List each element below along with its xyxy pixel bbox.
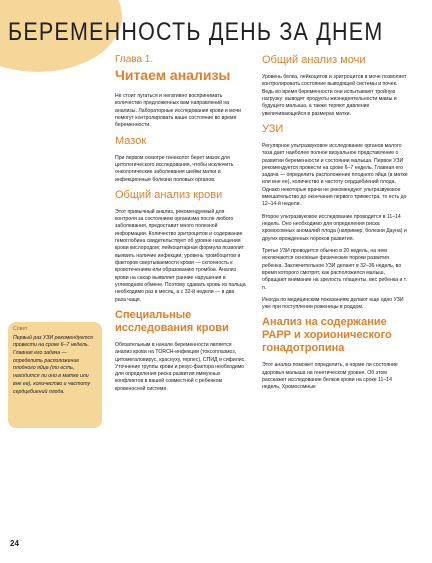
uzi-paragraph-4: Иногда по медицинским показаниям делают еще одно УЗИ уже при поступлении роженицы в роддом. [262,296,404,311]
left-column [115,54,246,398]
page-header: БЕРЕМЕННОСТЬ ДЕНЬ ЗА ДНЕМ [8,18,384,46]
tip-label: Совет [13,326,28,332]
urine-paragraph: Уровень белка, лейкоцитов и эритроцитов в моче позволяет контролировать состояние выводящей системы и почек. Ведь во время беременности они испытывают тройную нагрузку: выводят продукты жизнедеятельности мамы и будущего малыша, а также теряют давление увеличивающейся в размерах матки. [262,74,407,117]
blood-paragraph: Этот привычный анализ, рекомендуемый для контроля за состоянием организма после любого заболевания, предоставит много полезной информации. Количество эритроцитов и содержание гемоглобина свидетельствует об уровне насыщения крови кислородом; лейкоцитарная формула позволит выявить наличие инфекции; уровень тромбоцитов и факторов свертываемости крови — склонность к кровотечениям или образованию тромбов. Анализ крови на сахар выявляет ранние нарушения в углеводном обмене. Поэтому сдавать кровь из пальца необходимо раз в месяц, а с 32-й недели — в два раза чаще. [115,208,246,303]
section-heading-blood: Общий анализ крови [115,188,223,201]
tip-text: Первый раз УЗИ рекомендуется провести на сроке 6–7 недель. Главная его задача — определить расположение плодного яйца (то есть, находится ли оно в матке или вне ее), количество и частоту сердцебиений плода. [13,334,93,395]
chapter-number: Глава 1. [115,54,154,65]
mazok-paragraph: При первом осмотре гинеколог берет мазок для цитологического исследования, чтобы исключить онкологические заболевания шейки матки и инфекционные болезни половых органов. [115,154,234,183]
section-heading-urine: Общий анализ мочи [262,54,366,66]
uzi-paragraph-2: Второе ультразвуковое исследование проводится в 11–14 недель. Оно необходимо для определения риска хромосомных аномалий плода (например, болезни Дауна) и других врожденных пороков развития. [262,213,407,242]
section-heading-mazok: Мазок [115,134,147,147]
section-heading-special: Специальные исследования крови [115,308,229,334]
section-heading-papp: Анализ на содержание РАРР и хорионического гонадотропина [262,316,392,355]
right-column [262,54,408,397]
page-number: 24 [10,539,19,548]
uzi-paragraph-1: Регулярное ультразвуковое исследование органов малого таза дает наиболее полное визуальное представление о развитии беременности и состоянии малыша. Первое УЗИ рекомендуется провести на сроке 6–7 недель. Главная его задача — определить расположение плодного яйца (в матке или вне ее), количество и частоту сердцебиений плода. Однако некоторые врачи не рекомендуют ультразвуковое вмешательство до окончания первого триместра, то есть до 12–14-й недели. [262,142,408,208]
papp-paragraph: Этот анализ поможет определить, в норме ли состояние здоровья малыша на генетическом уровне. Об этом расскажет исследование белков крови на сроке 11–14 недель. Хромосомные [262,362,398,391]
sidebar-tip [8,322,102,428]
chapter-title: Читаем анализы [115,67,231,83]
uzi-paragraph-3: Третье УЗИ проводится обычно в 20 недель, на нем исключаются основные физические пороки развития ребенка. Заключительное УЗИ делают в 32–36 недель, во время которого смотрят, как расположился малыш, обращают внимание на зрелость плаценты, вес ребенка и т. п. [262,247,408,291]
section-heading-uzi: УЗИ [262,122,284,135]
intro-paragraph: Не стоит пугаться и негативно воспринимать количество предложенных вам направлений на анализы. Лабораторные исследования крови и мочи помогут контролировать ваше состояние во время беременности. [115,93,242,129]
special-paragraph: Обязательным в начале беременности является анализ крови на TORCH-инфекции (токсоплазмоз, цитомегаловирус, краснуху, герпес), СПИД и сифилис. Уточнение группы крови и резус-фактора необходимо для определения риска развития иммунных конфликтов в вашей совместной с ребенком кровеносной системе. [115,341,246,392]
